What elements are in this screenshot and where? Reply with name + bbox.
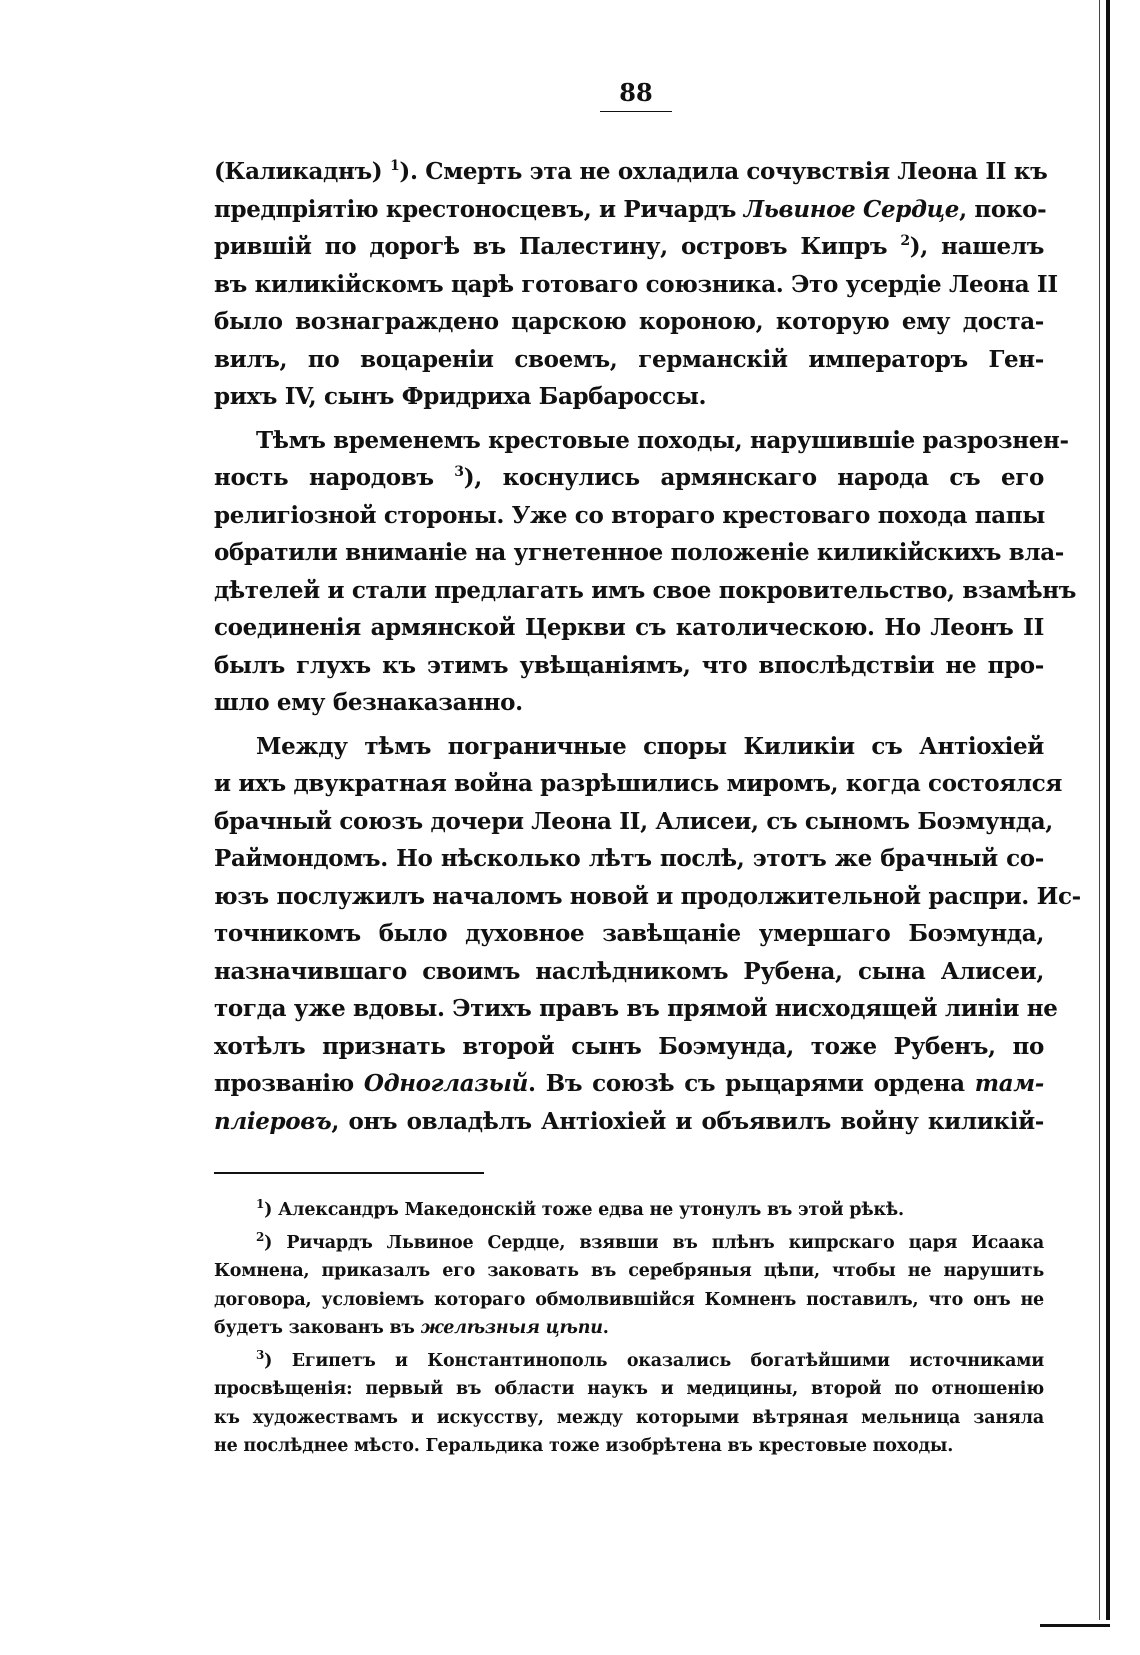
page-edge-shadow [1099,0,1100,1620]
text-line [214,1257,1044,1286]
page-number: 88 [600,78,672,112]
text-run: тогда уже вдовы. Этихъ правъ въ прямой нисходящей линіи не [214,995,1058,1022]
text-line [214,459,1044,497]
text-line [214,878,1081,916]
text-run: . [602,1318,609,1338]
text-run: религіозной стороны. Уже со втораго крестоваго похода папы [214,501,1045,529]
text-run: соединенія армянской Церкви съ католическою. Но Леонъ II [214,614,1044,641]
paragraph [214,422,1077,722]
footnote-ref: 2 [900,233,910,249]
footnote-ref: 2 [256,1229,265,1244]
page-edge-line [1106,0,1110,1620]
text-line [214,378,1044,416]
text-run: точникомъ было духовное завѣщаніе умершаго Боэмунда, [214,920,1044,947]
footnote [214,1347,1044,1461]
text-run: договора, условіемъ котораго обмолвившійся Комненъ поставилъ, что онъ не [214,1289,1044,1310]
text-line [214,647,1044,685]
text-line [214,1065,1044,1103]
text-run: ) Египетъ и Константинополь оказались богатѣйшими источниками [264,1350,1044,1371]
text-run: ), нашелъ [909,233,1044,260]
text-run: (Каликаднъ) [214,158,390,185]
text-line [214,228,1044,266]
footnote [214,1229,1044,1343]
italic-text: пліеровъ [214,1107,332,1135]
page-bottom-mark [1040,1624,1110,1627]
text-run: рихъ IV, сынъ Фридриха Барбароссы. [214,383,707,410]
text-line [214,1229,1044,1258]
text-run: Раймондомъ. Но нѣсколько лѣтъ послѣ, этотъ же брачный со- [214,845,1044,872]
text-run: будетъ закованъ въ [214,1318,421,1338]
text-run: Между тѣмъ пограничные споры Киликіи съ Антіохіей [256,732,1044,760]
footnote-ref: 1 [256,1197,265,1211]
text-line [214,341,1044,379]
text-line [214,1347,1044,1376]
text-line [214,840,1044,878]
text-run: Тѣмъ временемъ крестовые походы, нарушившіе разрознен- [256,426,1069,454]
text-run: хотѣлъ признать второй сынъ Боэмунда, тоже Рубенъ, по [214,1032,1044,1060]
text-line [214,1404,1044,1433]
text-line [214,572,1077,610]
text-line [214,609,1044,647]
footnote-ref: 1 [390,158,400,174]
text-line [214,728,1044,766]
text-run: дѣтелей и стали предлагать имъ свое покровительство, взамѣнъ [214,576,1077,604]
text-line [214,266,1058,304]
text-line [214,1314,1044,1343]
text-line [214,1286,1044,1315]
text-line [214,534,1064,572]
text-run: . Въ союзѣ съ рыцарями ордена [528,1070,975,1097]
text-run: къ художествамъ и искусству, между которыми вѣтряная мельница заняла [214,1407,1044,1428]
text-run: предпріятію крестоносцевъ, и Ричардъ [214,195,744,223]
italic-text: желѣзныя цѣпи [420,1318,603,1338]
text-run: , онъ овладѣлъ Антіохіей и объявилъ войну киликій- [331,1107,1044,1135]
text-run: ность народовъ [214,464,455,491]
italic-text: там- [974,1070,1044,1097]
text-run: брачный союзъ дочери Леона II, Алисеи, съ сыномъ Боэмунда, [214,807,1053,835]
footnote [214,1196,1044,1225]
footnote-ref: 3 [256,1347,265,1362]
text-run: , поко- [959,195,1047,223]
text-run: не послѣднее мѣсто. Геральдика тоже изобрѣтена въ крестовые походы. [214,1436,954,1456]
text-run: ) Александръ Македонскій тоже едва не утонулъ въ этой рѣкѣ. [264,1200,904,1220]
text-run: назначившаго своимъ наслѣдникомъ Рубена, сына Алисеи, [214,957,1044,985]
text-run: ) Ричардъ Львиное Сердце, взявши въ плѣнъ кипрскаго царя Исаака [264,1232,1044,1253]
text-line [214,1028,1044,1066]
text-line [214,1103,1044,1141]
text-line [214,153,1048,191]
italic-text: Одноглазый [363,1070,529,1097]
text-line [214,191,1047,229]
text-run: просвѣщенія: первый въ области наукъ и медицины, второй по отношенію [214,1379,1044,1399]
text-line [214,422,1069,460]
text-run: рившій по дорогѣ въ Палестину, островъ Кипръ [214,233,901,260]
text-line [214,684,1044,722]
text-run: ), коснулись армянскаго народа съ его [463,464,1045,491]
paragraph [214,728,1081,1141]
text-run: и ихъ двукратная война разрѣшились миромъ, когда состоялся [214,770,1063,797]
text-line [214,1432,1044,1461]
text-run: обратили вниманіе на угнетенное положеніе киликійскихъ вла- [214,539,1064,566]
footnotes [214,1196,1044,1465]
text-line [214,1196,1044,1225]
text-line [214,803,1053,841]
text-line [214,765,1063,803]
text-line [214,915,1044,953]
text-run: въ киликійскомъ царѣ готоваго союзника. Это усердіе Леона II [214,270,1058,298]
footnote-ref: 3 [454,464,464,480]
footnote-separator [214,1172,484,1174]
text-run: Комнена, приказалъ его заковать въ серебряныя цѣпи, чтобы не нарушить [214,1261,1044,1281]
main-text [214,153,1081,1146]
text-line [214,990,1058,1028]
text-line [214,497,1044,535]
paragraph [214,153,1058,416]
text-run: юзъ послужилъ началомъ новой и продолжительной распри. Ис- [214,882,1081,910]
text-line [214,303,1044,341]
text-run: шло ему безнаказанно. [214,689,523,716]
italic-text: Львиное Сердце [743,195,960,223]
text-run: прозванію [214,1070,364,1097]
text-line [214,1375,1044,1404]
text-line [214,953,1044,991]
text-run: вилъ, по воцареніи своемъ, германскій императоръ Ген- [214,345,1044,373]
text-run: былъ глухъ къ этимъ увѣщаніямъ, что впослѣдствіи не про- [214,651,1044,679]
text-run: ). Смерть эта не охладила сочувствія Леона II къ [399,158,1048,185]
text-run: было вознаграждено царскою короною, которую ему доста- [214,308,1044,335]
